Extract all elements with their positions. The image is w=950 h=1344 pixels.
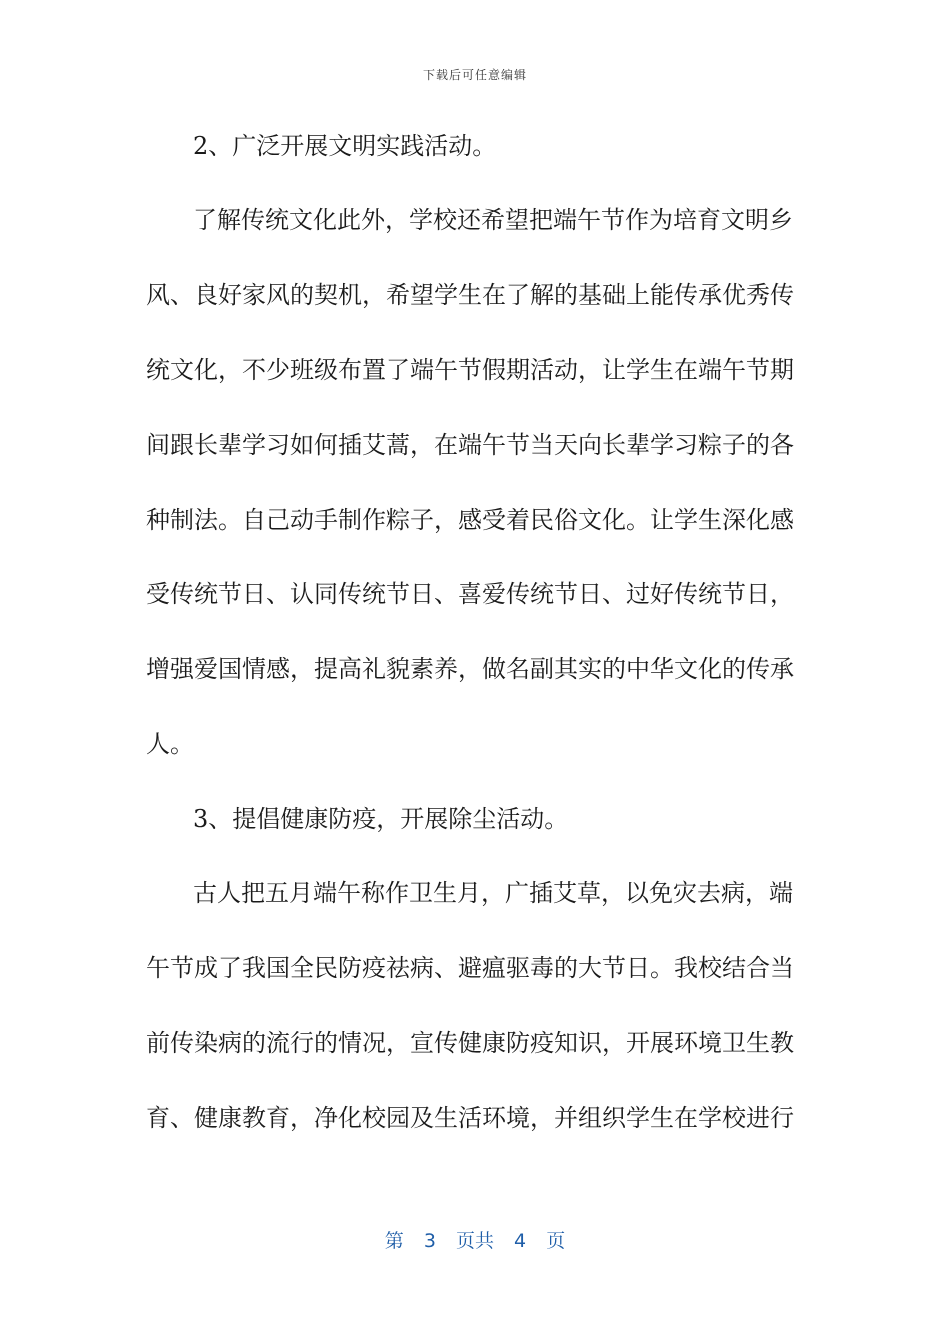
footer-total-pages: 4: [514, 1230, 527, 1252]
page-footer: [0, 1226, 950, 1253]
paragraph-line: 统文化，不少班级布置了端午节假期活动，让学生在端午节期: [146, 356, 794, 384]
page-header: 下载后可任意编辑: [422, 68, 527, 82]
heading-section-2: 2、广泛开展文明实践活动。: [193, 132, 497, 160]
footer-suffix: 页: [546, 1230, 566, 1252]
paragraph-line: 育、健康教育，净化校园及生活环境，并组织学生在学校进行: [146, 1104, 794, 1132]
paragraph-line: 前传染病的流行的情况，宣传健康防疫知识，开展环境卫生教: [146, 1029, 794, 1057]
footer-prefix: 第: [384, 1230, 404, 1252]
paragraph-line: 间跟长辈学习如何插艾蒿，在端午节当天向长辈学习粽子的各: [146, 431, 794, 459]
heading-section-3: 3、提倡健康防疫，开展除尘活动。: [193, 805, 569, 833]
paragraph-line: 增强爱国情感，提高礼貌素养，做名副其实的中华文化的传承: [146, 655, 794, 683]
paragraph-line: 古人把五月端午称作卫生月，广插艾草，以免灾去病，端: [193, 879, 793, 907]
paragraph-line: 午节成了我国全民防疫祛病、避瘟驱毒的大节日。我校结合当: [146, 954, 794, 982]
footer-middle: 页共: [455, 1230, 494, 1252]
paragraph-line: 风、良好家风的契机，希望学生在了解的基础上能传承优秀传: [146, 281, 794, 309]
paragraph-line: 了解传统文化此外，学校还希望把端午节作为培育文明乡: [193, 206, 793, 234]
footer-page-number: 3: [423, 1230, 436, 1252]
paragraph-line: 种制法。自己动手制作粽子，感受着民俗文化。让学生深化感: [146, 506, 794, 534]
paragraph-line: 人。: [146, 730, 194, 758]
paragraph-line: 受传统节日、认同传统节日、喜爱传统节日、过好传统节日，: [146, 580, 794, 608]
